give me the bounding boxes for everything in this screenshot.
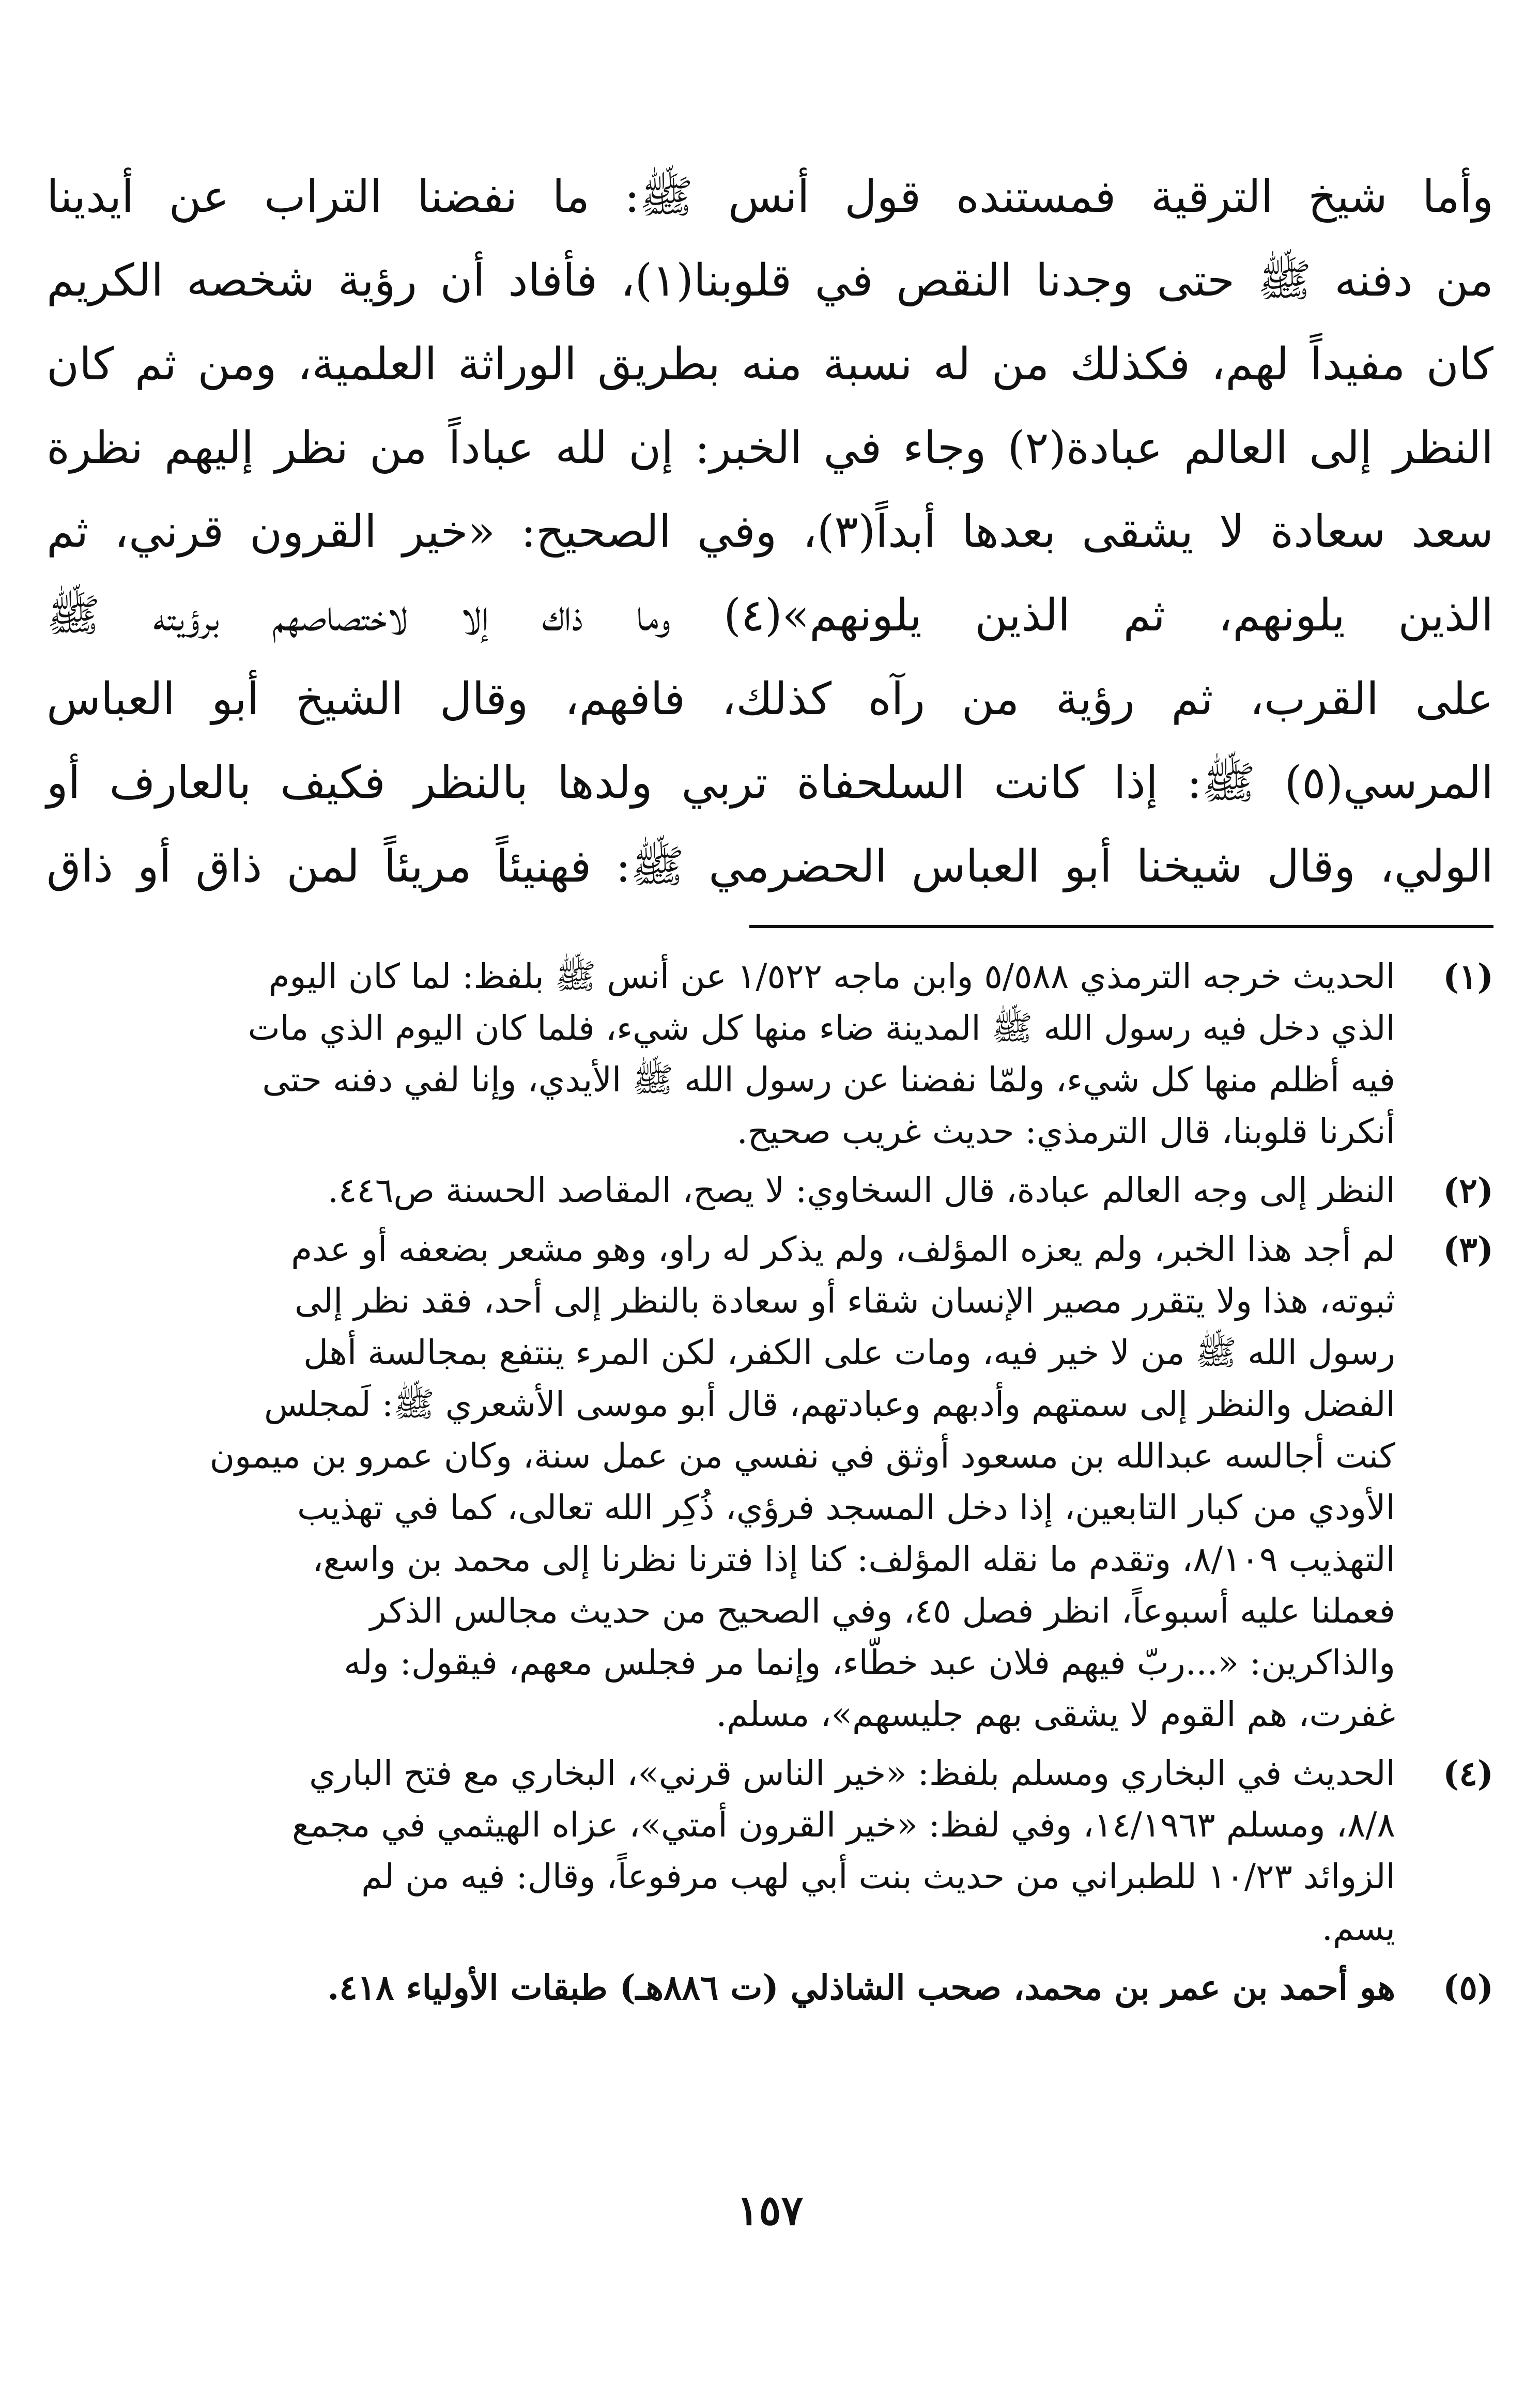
footnote-text xyxy=(47,1748,1395,1954)
footnote-number: (٢) xyxy=(1443,1170,1493,1211)
main-line: النظر إلى العالم عبادة(٢) وجاء في الخبر: إن لله عباداً من نظر إليهم نظرة xyxy=(47,422,1494,474)
main-text xyxy=(47,155,1493,908)
footnote-line: أنكرنا قلوبنا، قال الترمذي: حديث غريب صحيح. xyxy=(736,1112,1395,1151)
footnotes xyxy=(47,951,1493,2020)
footnote-line: الفضل والنظر إلى سمتهم وأدبهم وعبادتهم، قال أبو موسى الأشعري ﷺ: لَمجلس xyxy=(264,1384,1395,1424)
footnote-line: غفرت، هم القوم لا يشقى بهم جليسهم»، مسلم. xyxy=(716,1694,1395,1734)
footnote-line: الحديث في البخاري ومسلم بلفظ: «خير الناس قرني»، البخاري مع فتح الباري xyxy=(309,1753,1395,1793)
page-number: ١٥٧ xyxy=(736,2186,804,2234)
main-line: على القرب، ثم رؤية من رآه كذلك، فافهم، وقال الشيخ أبو العباس xyxy=(47,673,1493,725)
footnote-1 xyxy=(47,951,1493,1158)
footnote-5 xyxy=(47,1962,1493,2013)
footnote-text xyxy=(47,1224,1395,1740)
footnote-line: هو أحمد بن عمر بن محمد، صحب الشاذلي (ت ٨٨٦هـ) طبقات الأولياء ٤١٨. xyxy=(327,1967,1395,2008)
footnote-text xyxy=(47,951,1395,1158)
footnote-line: ٨/٨، ومسلم ١٤/١٩٦٣، وفي لفظ: «خير القرون أمتي»، عزاه الهيثمي في مجمع xyxy=(292,1805,1395,1845)
main-line: وأما شيخ الترقية فمستنده قول أنس ﷺ: ما نفضنا التراب عن أيدينا xyxy=(47,171,1493,223)
footnote-line: فيه أظلم منها كل شيء، ولمّا نفضنا عن رسول الله ﷺ الأيدي، وإنا لفي دفنه حتى xyxy=(262,1060,1395,1100)
footnote-number: (٥) xyxy=(1443,1967,1493,2008)
main-line: من دفنه ﷺ حتى وجدنا النقص في قلوبنا(١)، فأفاد أن رؤية شخصه الكريم xyxy=(47,255,1493,306)
main-line: كان مفيداً لهم، فكذلك من له نسبة منه بطريق الوراثة العلمية، ومن ثم كان xyxy=(47,338,1493,390)
footnote-line: لم أجد هذا الخبر، ولم يعزه المؤلف، ولم يذكر له راو، وهو مشعر بضعفه أو عدم xyxy=(291,1229,1395,1269)
footnote-number: (٤) xyxy=(1443,1753,1493,1794)
footnote-line: كنت أجالسه عبدالله بن مسعود أوثق في نفسي من عمل سنة، وكان عمرو بن ميمون xyxy=(209,1436,1395,1476)
main-line: الولي، وقال شيخنا أبو العباس الحضرمي ﷺ: فهنيئاً مريئاً لمن ذاق أو ذاق xyxy=(47,841,1493,892)
main-line: سعد سعادة لا يشقى بعدها أبداً(٣)، وفي الصحيح: «خير القرون قرني، ثم xyxy=(47,506,1493,558)
footnote-line: النظر إلى وجه العالم عبادة، قال السخاوي: لا يصح، المقاصد الحسنة ص٤٤٦. xyxy=(327,1170,1395,1210)
footnote-line: الحديث خرجه الترمذي ٥/٥٨٨ وابن ماجه ١/٥٢٢ عن أنس ﷺ بلفظ: لما كان اليوم xyxy=(268,956,1395,996)
footnote-2 xyxy=(47,1165,1493,1216)
footnote-line: الذي دخل فيه رسول الله ﷺ المدينة ضاء منها كل شيء، فلما كان اليوم الذي مات xyxy=(248,1008,1395,1048)
footnote-number: (٣) xyxy=(1443,1229,1493,1270)
footnote-line: رسول الله ﷺ من لا خير فيه، ومات على الكفر، لكن المرء ينتفع بمجالسة أهل xyxy=(303,1333,1395,1372)
footnote-line: ثبوته، هذا ولا يتقرر مصير الإنسان شقاء أو سعادة بالنظر إلى أحد، فقد نظر إلى xyxy=(295,1281,1395,1321)
main-line: الذين يلونهم، ثم الذين يلونهم»(٤) وما ذاك إلا لاختصاصهم برؤيته ﷺ xyxy=(47,590,1494,641)
footnote-4 xyxy=(47,1748,1493,1954)
footnote-number: (١) xyxy=(1443,956,1493,997)
footnote-divider xyxy=(749,925,1493,928)
footnote-text xyxy=(47,1962,1395,2013)
footnote-text xyxy=(47,1165,1395,1216)
footnote-line: الأودي من كبار التابعين، إذا دخل المسجد فرؤي، ذُكِر الله تعالى، كما في تهذيب xyxy=(297,1488,1395,1527)
footnote-line: الزوائد ١٠/٢٣ للطبراني من حديث بنت أبي لهب مرفوعاً، وقال: فيه من لم xyxy=(361,1857,1395,1896)
footnote-line: فعملنا عليه أسبوعاً، انظر فصل ٤٥، وفي الصحيح من حديث مجالس الذكر xyxy=(369,1591,1395,1631)
main-line: المرسي(٥) ﷺ: إذا كانت السلحفاة تربي ولدها بالنظر فكيف بالعارف أو xyxy=(47,757,1493,809)
footnote-line: التهذيب ٨/١٠٩، وتقدم ما نقله المؤلف: كنا إذا فترنا نظرنا إلى محمد بن واسع، xyxy=(312,1539,1395,1579)
footnote-line: والذاكرين: «...ربّ فيهم فلان عبد خطّاء، وإنما مر فجلس معهم، فيقول: وله xyxy=(344,1643,1395,1683)
footnote-3 xyxy=(47,1224,1493,1740)
footnote-line: يسم. xyxy=(1321,1908,1395,1948)
